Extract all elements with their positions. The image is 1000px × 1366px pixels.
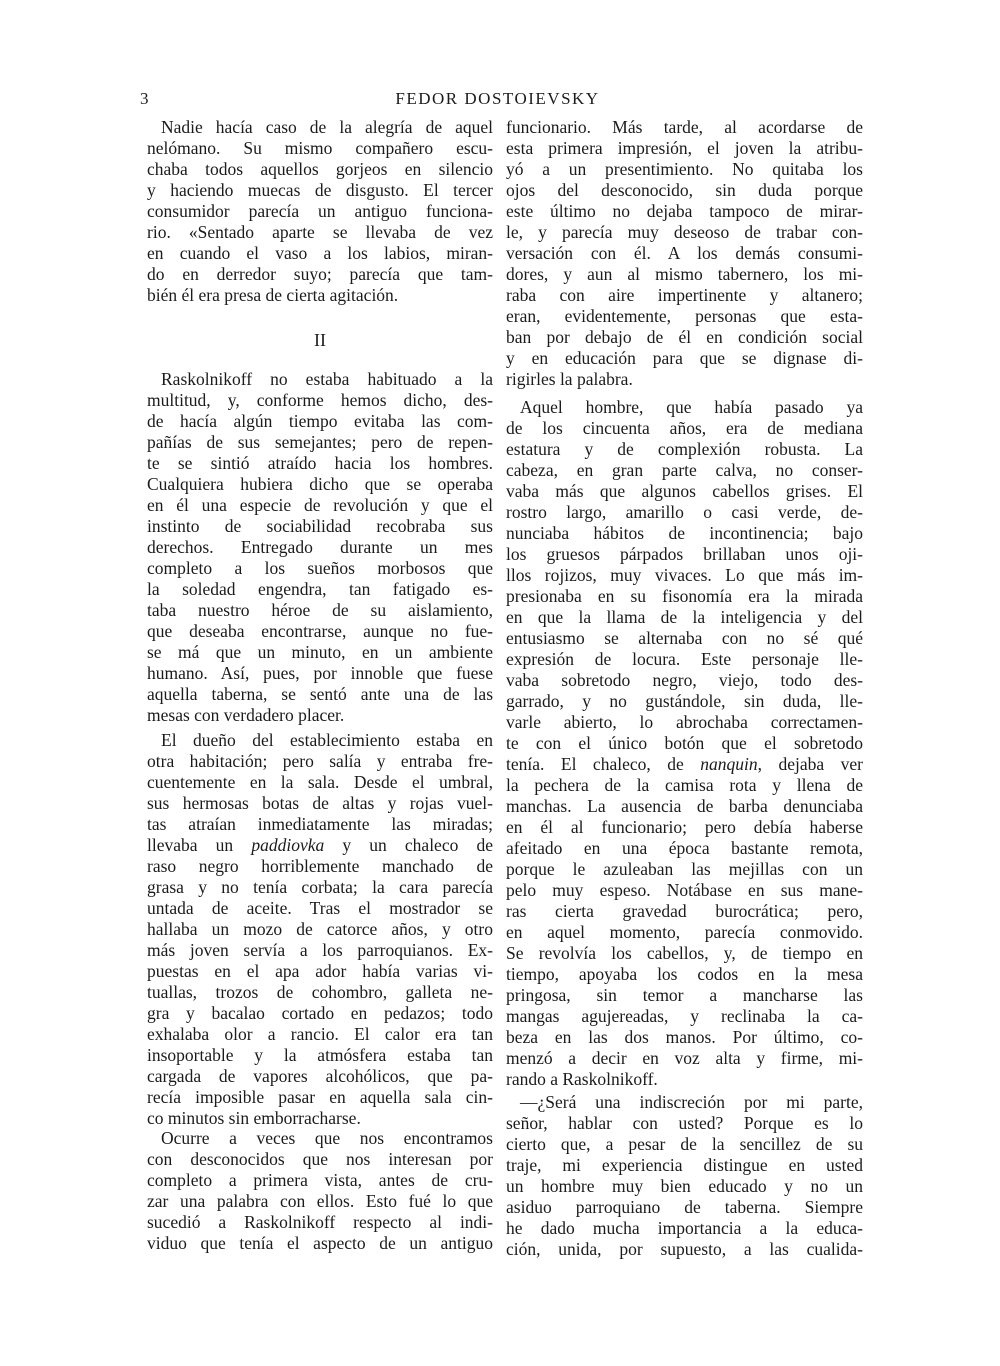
text-line: más joven servía a los parroquianos. Ex- <box>147 940 493 960</box>
text-line: asiduo parroquiano de taberna. Siempre <box>506 1197 863 1217</box>
text-line: eran, evidentemente, personas que esta- <box>506 306 863 326</box>
text-fragment: , dejaba ver <box>757 754 863 774</box>
text-line: manchas. La ausencia de barba denunciaba <box>506 796 863 816</box>
text-line: ban por debajo de él en condición social <box>506 327 863 347</box>
text-line: en aquel momento, parecía conmovido. <box>506 922 863 942</box>
text-line: que deseaba encontrarse, aunque no fue- <box>147 621 493 641</box>
text-fragment: y un chaleco de <box>324 835 494 855</box>
text-line: tiempo, apoyaba los codos en la mesa <box>506 964 863 984</box>
section-heading: II <box>314 330 326 350</box>
page-number: 3 <box>140 89 150 108</box>
text-line: la pechera de la camisa rota y llena de <box>506 775 863 795</box>
text-line: instinto de sociabilidad recobraba sus <box>147 516 493 536</box>
paragraph <box>147 369 493 726</box>
text-line: con desconocidos que nos interesan por <box>147 1149 493 1169</box>
text-line: vaba sobretodo negro, viejo, todo des- <box>506 670 863 690</box>
text-line: Ocurre a veces que nos encontramos <box>161 1128 493 1148</box>
text-line: en él una especie de revolución y que el <box>147 495 493 515</box>
text-line: chaba todos aquellos gorjeos en silencio <box>147 159 493 179</box>
text-line: pañías de sus semejantes; pero de repen- <box>147 432 493 452</box>
paragraph <box>147 730 493 1129</box>
text-line: taba nuestro héroe de su aislamiento, <box>147 600 493 620</box>
text-line: beza en las dos manos. Por último, co- <box>506 1027 863 1047</box>
text-line: garrado, y no gustándole, sin duda, lle- <box>506 691 863 711</box>
text-line: mesas con verdadero placer. <box>147 705 345 725</box>
text-line: porque le azuleaban las mejillas con un <box>506 859 863 879</box>
text-line: cargada de vapores alcohólicos, que pa- <box>147 1066 493 1086</box>
text-line: humano. Así, pues, por innoble que fuese <box>147 663 493 683</box>
text-line: rigirles la palabra. <box>506 369 633 389</box>
text-line: en cuando el vaso a los labios, miran- <box>147 243 493 263</box>
text-line: pringosa, sin temor a mancharse las <box>506 985 863 1005</box>
text-line: y en educación para que se dignase di- <box>506 348 863 368</box>
text-line: tas atraían inmediatamente las miradas; <box>147 814 493 834</box>
text-line: traje, mi experiencia distingue en usted <box>506 1155 863 1175</box>
text-line: te se sintió atraído hacia los hombres. <box>147 453 493 473</box>
text-line: raba con aire impertinente y altanero; <box>506 285 863 305</box>
text-line: un hombre muy bien educado y no un <box>506 1176 863 1196</box>
text-line: raso negro horriblemente manchado de <box>147 856 493 876</box>
text-line: llos rojizos, muy vivaces. Lo que más im- <box>506 565 863 585</box>
text-line <box>506 754 863 775</box>
text-line: rando a Raskolnikoff. <box>506 1069 658 1089</box>
text-line: zar una palabra con ellos. Esto fué lo que <box>147 1191 493 1211</box>
text-line: sus hermosas botas de altas y rojas vuel- <box>147 793 493 813</box>
text-line: te con el único botón que el sobretodo <box>506 733 863 753</box>
text-line: tuallas, trozos de cohombro, galleta ne- <box>147 982 493 1002</box>
text-line: esta primera impresión, el joven la atribu- <box>506 138 863 158</box>
paragraph <box>506 397 863 1090</box>
text-line: he dado mucha importancia a la educa- <box>506 1218 863 1238</box>
text-line: señor, hablar con usted? Porque es lo <box>506 1113 863 1133</box>
text-line: otra habitación; pero salía y entraba fre- <box>147 751 493 771</box>
text-line: Nadie hacía caso de la alegría de aquel <box>161 117 493 137</box>
text-line: rio. «Sentado aparte se llevaba de vez <box>147 222 493 242</box>
text-line: insoportable y la atmósfera estaba tan <box>147 1045 493 1065</box>
text-line: rostro largo, amarillo o casi verde, de- <box>506 502 863 522</box>
text-line: Aquel hombre, que había pasado ya <box>520 397 863 417</box>
text-line: Se revolvía los cabellos, y, de tiempo en <box>506 943 863 963</box>
text-line: se má que un minuto, en un ambiente <box>147 642 493 662</box>
text-line: presionaba en su fisonomía era la mirada <box>506 586 863 606</box>
text-line: entusiasmo se alternaba con no sé qué <box>506 628 863 648</box>
text-line: do en derredor suyo; parecía que tam- <box>147 264 493 284</box>
text-line: los gruesos párpados brillaban unos oji- <box>506 544 863 564</box>
text-line: multitud, y, conforme hemos dicho, des- <box>147 390 493 410</box>
text-line: gra y bacalao cortado en pedazos; todo <box>147 1003 493 1023</box>
text-line: en que la llama de la inteligencia y del <box>506 607 863 627</box>
text-line: Raskolnikoff no estaba habituado a la <box>161 369 493 389</box>
text-line: completo a primera vista, antes de cru- <box>147 1170 493 1190</box>
text-line: versación con él. A los demás consumi- <box>506 243 863 263</box>
text-line: ción, unida, por supuesto, a las cualida- <box>506 1239 863 1259</box>
text-line <box>147 835 493 856</box>
text-line: hallaba un mozo de catorce años, y otro <box>147 919 493 939</box>
text-line: mangas agujereadas, y reclinaba la ca- <box>506 1006 863 1026</box>
text-line: dores, y aun al mismo tabernero, los mi- <box>506 264 863 284</box>
text-line: en él al funcionario; pero debía haberse <box>506 817 863 837</box>
running-title-text: FEDOR DOSTOIEVSKY <box>395 89 600 108</box>
running-title <box>0 89 1000 109</box>
text-line: untada de aceite. Tras el mostrador se <box>147 898 493 918</box>
text-line: la soledad engendra, tan fatigado es- <box>147 579 493 599</box>
text-line: exhalaba olor a rancio. El calor era tan <box>147 1024 493 1044</box>
paragraph <box>147 117 493 306</box>
paragraph <box>147 1128 493 1254</box>
text-line: menzó a decir en voz alta y firme, mi- <box>506 1048 863 1068</box>
text-line: este último no dejaba tampoco de mirar- <box>506 201 863 221</box>
text-line: nunciaba hábitos de incontinencia; bajo <box>506 523 863 543</box>
text-fragment: llevaba un <box>147 835 252 855</box>
text-line: —¿Será una indiscreción por mi parte, <box>520 1092 863 1112</box>
text-line: El dueño del establecimiento estaba en <box>161 730 493 750</box>
text-line: varle abierto, lo abrochaba correctamen- <box>506 712 863 732</box>
text-line: sucedió a Raskolnikoff respecto al indi- <box>147 1212 493 1232</box>
text-line: funcionario. Más tarde, al acordarse de <box>506 117 863 137</box>
text-line: derechos. Entregado durante un mes <box>147 537 493 557</box>
text-line: completo a los sueños morbosos que <box>147 558 493 578</box>
text-line: vaba más que algunos cabellos grises. El <box>506 481 863 501</box>
text-line: cuentemente en la sala. Desde el umbral, <box>147 772 493 792</box>
text-line: aquella taberna, se sentó ante una de las <box>147 684 493 704</box>
text-line: de los cincuenta años, era de mediana <box>506 418 863 438</box>
text-line: le, y parecía muy deseoso de trabar con- <box>506 222 863 242</box>
text-line: Cualquiera hubiera dicho que se operaba <box>147 474 493 494</box>
text-line: co minutos sin emborracharse. <box>147 1108 361 1128</box>
text-line: y haciendo muecas de disgusto. El tercer <box>147 180 493 200</box>
text-line: cabeza, en gran parte calva, no conser- <box>506 460 863 480</box>
text-line: expresión de locura. Este personaje lle- <box>506 649 863 669</box>
italic-term: nanquin <box>700 754 758 774</box>
text-line: grasa y no tenía corbata; la cara parecía <box>147 877 493 897</box>
text-line: afeitado en una época bastante remota, <box>506 838 863 858</box>
text-line: estatura y de complexión robusta. La <box>506 439 863 459</box>
italic-term: paddiovka <box>251 835 325 855</box>
text-line: bién él era presa de cierta agitación. <box>147 285 399 305</box>
text-line: ras cierta gravedad burocrática; pero, <box>506 901 863 921</box>
text-line: ojos del desconocido, sin duda porque <box>506 180 863 200</box>
text-line: yó a un presentimiento. No quitaba los <box>506 159 863 179</box>
paragraph <box>506 117 863 390</box>
text-fragment: tenía. El chaleco, de <box>506 754 701 774</box>
text-line: recía imposible pasar en aquella sala cin- <box>147 1087 493 1107</box>
text-line: viduo que tenía el aspecto de un antiguo <box>147 1233 493 1253</box>
text-line: nelómano. Su mismo compañero escu- <box>147 138 493 158</box>
text-line: consumidor parecía un antiguo funciona- <box>147 201 493 221</box>
text-line: puestas en el apa ador había varias vi- <box>147 961 493 981</box>
paragraph <box>506 1092 863 1260</box>
text-line: cierto que, a pesar de la sencillez de su <box>506 1134 863 1154</box>
text-line: de hacía algún tiempo evitaba las com- <box>147 411 493 431</box>
text-line: pelo muy espeso. Notábase en sus mane- <box>506 880 863 900</box>
